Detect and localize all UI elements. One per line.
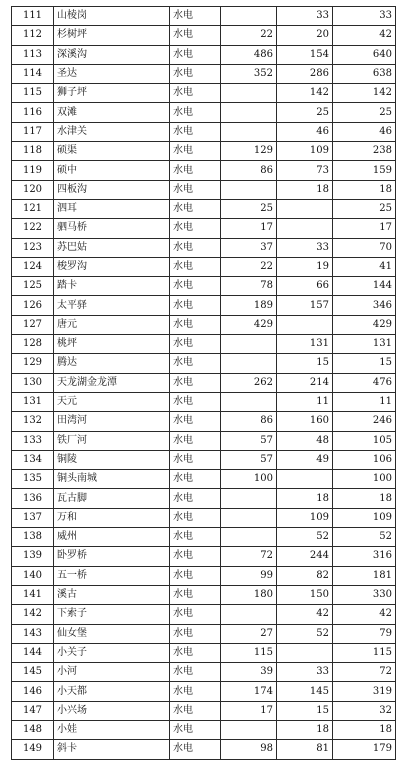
total-cell: 33 (333, 7, 396, 26)
value-2-cell: 157 (277, 296, 333, 315)
type-cell: 水电 (170, 547, 221, 566)
value-2-cell (277, 470, 333, 489)
row-index-cell: 134 (12, 450, 54, 469)
row-index-cell: 126 (12, 296, 54, 315)
type-cell: 水电 (170, 470, 221, 489)
table-row (12, 122, 396, 141)
station-name-cell: 万和 (54, 508, 170, 527)
value-2-cell: 66 (277, 277, 333, 296)
row-index-cell: 141 (12, 585, 54, 604)
total-cell: 25 (333, 103, 396, 122)
value-1-cell (221, 180, 277, 199)
total-cell: 346 (333, 296, 396, 315)
total-cell: 316 (333, 547, 396, 566)
type-cell: 水电 (170, 682, 221, 701)
table-row (12, 605, 396, 624)
value-2-cell: 81 (277, 740, 333, 759)
station-name-cell: 小天都 (54, 682, 170, 701)
type-cell: 水电 (170, 277, 221, 296)
value-2-cell: 18 (277, 489, 333, 508)
value-2-cell: 109 (277, 142, 333, 161)
row-index-cell: 118 (12, 142, 54, 161)
row-index-cell: 124 (12, 257, 54, 276)
table-row (12, 84, 396, 103)
type-cell: 水电 (170, 701, 221, 720)
station-name-cell: 下索子 (54, 605, 170, 624)
value-1-cell: 57 (221, 450, 277, 469)
station-name-cell: 天元 (54, 392, 170, 411)
value-1-cell (221, 528, 277, 547)
total-cell: 42 (333, 26, 396, 45)
total-cell: 41 (333, 257, 396, 276)
station-name-cell: 铜头南城 (54, 470, 170, 489)
value-1-cell: 39 (221, 663, 277, 682)
station-name-cell: 泗耳 (54, 199, 170, 218)
value-1-cell (221, 103, 277, 122)
total-cell: 330 (333, 585, 396, 604)
value-1-cell: 72 (221, 547, 277, 566)
value-1-cell: 429 (221, 315, 277, 334)
type-cell: 水电 (170, 720, 221, 739)
value-1-cell: 180 (221, 585, 277, 604)
total-cell: 246 (333, 412, 396, 431)
total-cell: 476 (333, 373, 396, 392)
total-cell: 70 (333, 238, 396, 257)
station-name-cell: 小兴场 (54, 701, 170, 720)
station-name-cell: 踏卡 (54, 277, 170, 296)
row-index-cell: 120 (12, 180, 54, 199)
type-cell: 水电 (170, 663, 221, 682)
total-cell: 79 (333, 624, 396, 643)
type-cell: 水电 (170, 238, 221, 257)
type-cell: 水电 (170, 219, 221, 238)
total-cell: 52 (333, 528, 396, 547)
table-row (12, 470, 396, 489)
station-name-cell: 水津关 (54, 122, 170, 141)
station-name-cell: 斜卡 (54, 740, 170, 759)
type-cell: 水电 (170, 142, 221, 161)
total-cell: 32 (333, 701, 396, 720)
total-cell: 640 (333, 45, 396, 64)
table-row (12, 663, 396, 682)
data-table (11, 6, 396, 760)
value-2-cell: 33 (277, 238, 333, 257)
value-2-cell: 286 (277, 64, 333, 83)
value-1-cell: 86 (221, 161, 277, 180)
value-2-cell: 15 (277, 701, 333, 720)
total-cell: 106 (333, 450, 396, 469)
table-row (12, 373, 396, 392)
type-cell: 水电 (170, 257, 221, 276)
row-index-cell: 115 (12, 84, 54, 103)
table-row (12, 720, 396, 739)
total-cell: 109 (333, 508, 396, 527)
type-cell: 水电 (170, 412, 221, 431)
station-name-cell: 威州 (54, 528, 170, 547)
total-cell: 25 (333, 199, 396, 218)
type-cell: 水电 (170, 431, 221, 450)
row-index-cell: 127 (12, 315, 54, 334)
total-cell: 319 (333, 682, 396, 701)
station-name-cell: 仙女堡 (54, 624, 170, 643)
row-index-cell: 121 (12, 199, 54, 218)
total-cell: 142 (333, 84, 396, 103)
row-index-cell: 125 (12, 277, 54, 296)
type-cell: 水电 (170, 296, 221, 315)
value-1-cell: 99 (221, 566, 277, 585)
row-index-cell: 146 (12, 682, 54, 701)
value-1-cell: 22 (221, 257, 277, 276)
row-index-cell: 119 (12, 161, 54, 180)
total-cell: 11 (333, 392, 396, 411)
value-2-cell: 46 (277, 122, 333, 141)
value-1-cell: 22 (221, 26, 277, 45)
value-2-cell: 244 (277, 547, 333, 566)
value-1-cell (221, 489, 277, 508)
row-index-cell: 143 (12, 624, 54, 643)
type-cell: 水电 (170, 624, 221, 643)
table-row (12, 238, 396, 257)
type-cell: 水电 (170, 64, 221, 83)
table-row (12, 566, 396, 585)
value-1-cell: 17 (221, 701, 277, 720)
type-cell: 水电 (170, 7, 221, 26)
row-index-cell: 145 (12, 663, 54, 682)
table-row (12, 528, 396, 547)
table-row (12, 740, 396, 759)
row-index-cell: 137 (12, 508, 54, 527)
type-cell: 水电 (170, 315, 221, 334)
station-name-cell: 四板沟 (54, 180, 170, 199)
row-index-cell: 142 (12, 605, 54, 624)
value-2-cell (277, 643, 333, 662)
row-index-cell: 113 (12, 45, 54, 64)
station-name-cell: 瓦古脚 (54, 489, 170, 508)
value-2-cell: 154 (277, 45, 333, 64)
table-row (12, 335, 396, 354)
value-2-cell: 49 (277, 450, 333, 469)
total-cell: 42 (333, 605, 396, 624)
value-1-cell: 129 (221, 142, 277, 161)
table-row (12, 180, 396, 199)
value-1-cell (221, 392, 277, 411)
table-row (12, 277, 396, 296)
value-1-cell: 86 (221, 412, 277, 431)
value-2-cell: 214 (277, 373, 333, 392)
total-cell: 144 (333, 277, 396, 296)
value-2-cell: 48 (277, 431, 333, 450)
table-row (12, 412, 396, 431)
type-cell: 水电 (170, 84, 221, 103)
value-2-cell: 145 (277, 682, 333, 701)
value-2-cell: 15 (277, 354, 333, 373)
row-index-cell: 130 (12, 373, 54, 392)
row-index-cell: 114 (12, 64, 54, 83)
type-cell: 水电 (170, 180, 221, 199)
station-name-cell: 桃坪 (54, 335, 170, 354)
row-index-cell: 111 (12, 7, 54, 26)
table-row (12, 431, 396, 450)
type-cell: 水电 (170, 585, 221, 604)
station-name-cell: 小娃 (54, 720, 170, 739)
type-cell: 水电 (170, 103, 221, 122)
station-name-cell: 硕中 (54, 161, 170, 180)
value-1-cell (221, 508, 277, 527)
type-cell: 水电 (170, 566, 221, 585)
value-2-cell: 42 (277, 605, 333, 624)
type-cell: 水电 (170, 26, 221, 45)
station-name-cell: 小河 (54, 663, 170, 682)
total-cell: 429 (333, 315, 396, 334)
station-name-cell: 圣达 (54, 64, 170, 83)
value-2-cell (277, 199, 333, 218)
table-row (12, 489, 396, 508)
total-cell: 105 (333, 431, 396, 450)
total-cell: 17 (333, 219, 396, 238)
row-index-cell: 149 (12, 740, 54, 759)
table-row (12, 7, 396, 26)
table-row (12, 296, 396, 315)
row-index-cell: 123 (12, 238, 54, 257)
total-cell: 179 (333, 740, 396, 759)
table-row (12, 64, 396, 83)
row-index-cell: 131 (12, 392, 54, 411)
value-1-cell (221, 122, 277, 141)
row-index-cell: 129 (12, 354, 54, 373)
value-1-cell: 57 (221, 431, 277, 450)
value-1-cell (221, 84, 277, 103)
value-2-cell: 20 (277, 26, 333, 45)
table-row (12, 643, 396, 662)
value-1-cell: 189 (221, 296, 277, 315)
station-name-cell: 田湾河 (54, 412, 170, 431)
row-index-cell: 140 (12, 566, 54, 585)
row-index-cell: 132 (12, 412, 54, 431)
value-2-cell: 109 (277, 508, 333, 527)
type-cell: 水电 (170, 489, 221, 508)
value-1-cell: 78 (221, 277, 277, 296)
value-2-cell (277, 315, 333, 334)
table-row (12, 219, 396, 238)
value-2-cell: 19 (277, 257, 333, 276)
row-index-cell: 148 (12, 720, 54, 739)
value-1-cell: 25 (221, 199, 277, 218)
value-1-cell: 98 (221, 740, 277, 759)
row-index-cell: 117 (12, 122, 54, 141)
total-cell: 15 (333, 354, 396, 373)
table-row (12, 354, 396, 373)
total-cell: 18 (333, 720, 396, 739)
value-1-cell (221, 7, 277, 26)
value-2-cell: 131 (277, 335, 333, 354)
value-1-cell: 115 (221, 643, 277, 662)
row-index-cell: 122 (12, 219, 54, 238)
value-1-cell: 27 (221, 624, 277, 643)
value-2-cell: 52 (277, 624, 333, 643)
station-name-cell: 双滩 (54, 103, 170, 122)
station-name-cell: 天龙湖金龙潭 (54, 373, 170, 392)
row-index-cell: 112 (12, 26, 54, 45)
station-name-cell: 小关子 (54, 643, 170, 662)
row-index-cell: 135 (12, 470, 54, 489)
table-row (12, 585, 396, 604)
value-1-cell: 352 (221, 64, 277, 83)
type-cell: 水电 (170, 605, 221, 624)
row-index-cell: 133 (12, 431, 54, 450)
type-cell: 水电 (170, 199, 221, 218)
value-2-cell: 82 (277, 566, 333, 585)
value-2-cell: 142 (277, 84, 333, 103)
value-2-cell: 52 (277, 528, 333, 547)
table-row (12, 508, 396, 527)
value-1-cell (221, 354, 277, 373)
row-index-cell: 136 (12, 489, 54, 508)
table-row (12, 199, 396, 218)
value-2-cell (277, 219, 333, 238)
type-cell: 水电 (170, 508, 221, 527)
table-row (12, 257, 396, 276)
row-index-cell: 147 (12, 701, 54, 720)
total-cell: 238 (333, 142, 396, 161)
value-1-cell (221, 335, 277, 354)
total-cell: 181 (333, 566, 396, 585)
station-name-cell: 苏巴姑 (54, 238, 170, 257)
value-2-cell: 18 (277, 180, 333, 199)
total-cell: 159 (333, 161, 396, 180)
type-cell: 水电 (170, 373, 221, 392)
total-cell: 46 (333, 122, 396, 141)
value-2-cell: 33 (277, 663, 333, 682)
station-name-cell: 溪古 (54, 585, 170, 604)
value-2-cell: 73 (277, 161, 333, 180)
table-body (12, 7, 396, 760)
table-row (12, 392, 396, 411)
type-cell: 水电 (170, 335, 221, 354)
type-cell: 水电 (170, 45, 221, 64)
station-name-cell: 铁厂河 (54, 431, 170, 450)
row-index-cell: 116 (12, 103, 54, 122)
table-row (12, 26, 396, 45)
total-cell: 115 (333, 643, 396, 662)
value-1-cell (221, 605, 277, 624)
total-cell: 72 (333, 663, 396, 682)
type-cell: 水电 (170, 161, 221, 180)
total-cell: 131 (333, 335, 396, 354)
station-name-cell: 狮子坪 (54, 84, 170, 103)
type-cell: 水电 (170, 354, 221, 373)
value-1-cell: 486 (221, 45, 277, 64)
value-1-cell: 100 (221, 470, 277, 489)
value-2-cell: 33 (277, 7, 333, 26)
station-name-cell: 腾达 (54, 354, 170, 373)
value-1-cell: 17 (221, 219, 277, 238)
table-row (12, 45, 396, 64)
value-2-cell: 160 (277, 412, 333, 431)
table-row (12, 450, 396, 469)
row-index-cell: 144 (12, 643, 54, 662)
value-2-cell: 25 (277, 103, 333, 122)
value-1-cell: 37 (221, 238, 277, 257)
station-name-cell: 梭罗沟 (54, 257, 170, 276)
station-name-cell: 硕渠 (54, 142, 170, 161)
row-index-cell: 138 (12, 528, 54, 547)
type-cell: 水电 (170, 528, 221, 547)
table-row (12, 142, 396, 161)
total-cell: 100 (333, 470, 396, 489)
station-name-cell: 山棱岗 (54, 7, 170, 26)
value-2-cell: 150 (277, 585, 333, 604)
type-cell: 水电 (170, 392, 221, 411)
station-name-cell: 铜陵 (54, 450, 170, 469)
station-name-cell: 五一桥 (54, 566, 170, 585)
type-cell: 水电 (170, 643, 221, 662)
table-row (12, 547, 396, 566)
row-index-cell: 128 (12, 335, 54, 354)
station-name-cell: 驷马桥 (54, 219, 170, 238)
value-1-cell: 262 (221, 373, 277, 392)
table-row (12, 701, 396, 720)
table-row (12, 103, 396, 122)
value-2-cell: 11 (277, 392, 333, 411)
value-1-cell: 174 (221, 682, 277, 701)
station-name-cell: 太平驿 (54, 296, 170, 315)
type-cell: 水电 (170, 740, 221, 759)
row-index-cell: 139 (12, 547, 54, 566)
station-name-cell: 杉树坪 (54, 26, 170, 45)
value-1-cell (221, 720, 277, 739)
table-row (12, 682, 396, 701)
table-row (12, 161, 396, 180)
value-2-cell: 18 (277, 720, 333, 739)
table-row (12, 624, 396, 643)
station-name-cell: 唐元 (54, 315, 170, 334)
total-cell: 18 (333, 489, 396, 508)
total-cell: 638 (333, 64, 396, 83)
station-name-cell: 深溪沟 (54, 45, 170, 64)
total-cell: 18 (333, 180, 396, 199)
type-cell: 水电 (170, 122, 221, 141)
station-name-cell: 卧罗桥 (54, 547, 170, 566)
type-cell: 水电 (170, 450, 221, 469)
table-row (12, 315, 396, 334)
